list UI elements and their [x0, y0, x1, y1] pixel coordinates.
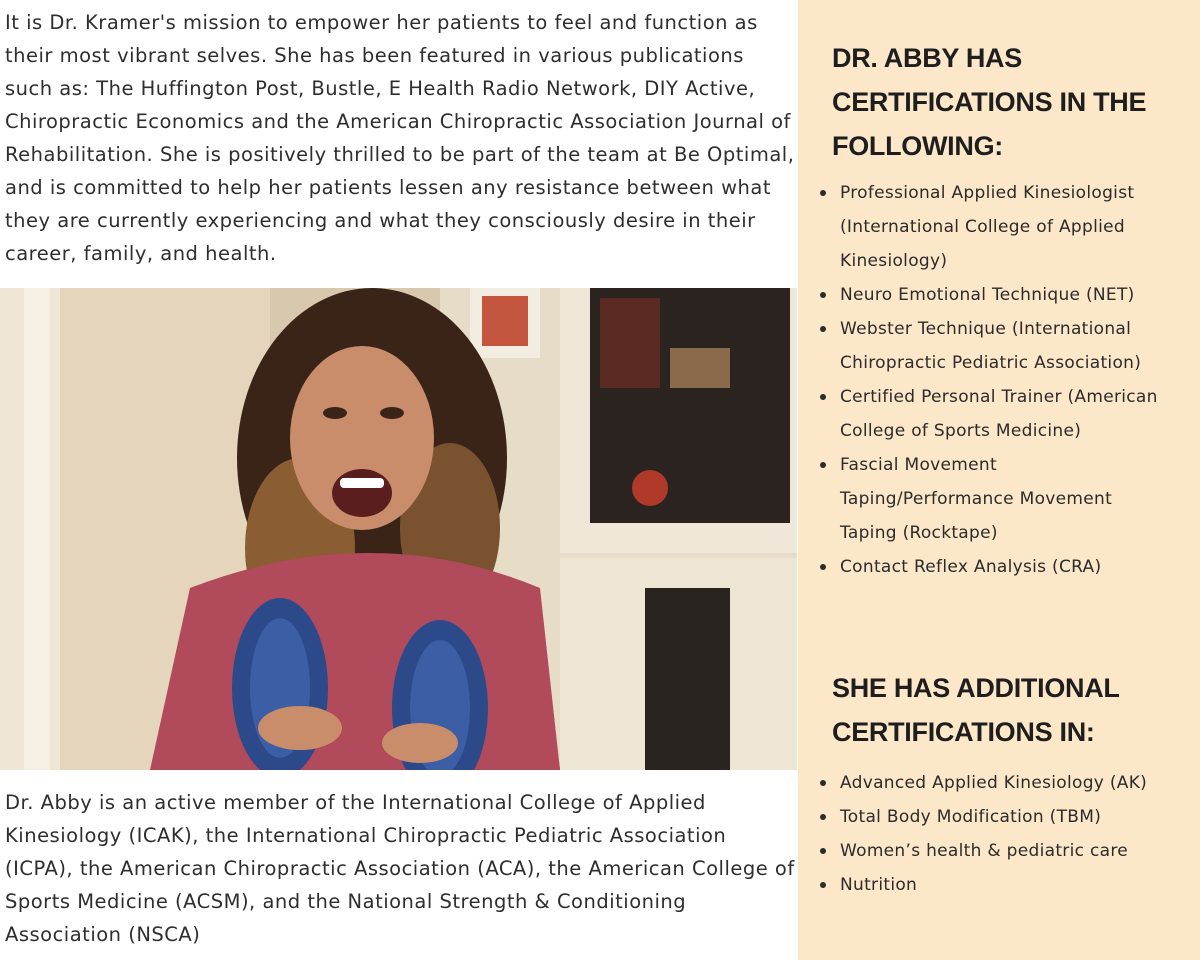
additional-certification-item: Advanced Applied Kinesiology (AK)	[840, 766, 1160, 800]
certification-item: Fascial Movement Taping/Performance Movement Taping (Rocktape)	[840, 448, 1160, 550]
certifications-heading: DR. ABBY HAS CERTIFICATIONS IN THE FOLLOWING:	[832, 43, 1147, 161]
certification-item: Webster Technique (International Chiropractic Pediatric Association)	[840, 312, 1160, 380]
additional-certifications-list	[798, 766, 1160, 902]
membership-paragraph: Dr. Abby is an active member of the International College of Applied Kinesiology (ICAK), the International Chiropractic Pediatric Association (ICPA), the American Chiropractic Association (ACA), the American College of Sports Medicine (ACSM), and the National Strength & Conditioning Association (NSCA)	[5, 791, 795, 946]
certifications-panel	[798, 0, 1200, 960]
additional-certification-item: Nutrition	[840, 868, 1160, 902]
portrait-photo	[0, 288, 797, 770]
certification-item: Contact Reflex Analysis (CRA)	[840, 550, 1160, 584]
additional-certifications-heading: SHE HAS ADDITIONAL CERTIFICATIONS IN:	[832, 673, 1120, 747]
intro-paragraph: It is Dr. Kramer's mission to empower her patients to feel and function as their most vibrant selves. She has been featured in various publications such as: The Huffington Post, Bustle, E Health Radio Network, DIY Active, Chiropractic Economics and the American Chiropractic Association Journal of Rehabilitation. She is positively thrilled to be part of the team at Be Optimal, and is committed to help her patients lessen any resistance between what they are currently experiencing and what they consciously desire in their career, family, and health.	[5, 11, 795, 265]
certifications-list	[798, 176, 1160, 584]
additional-certification-item: Women’s health & pediatric care	[840, 834, 1160, 868]
certification-item: Neuro Emotional Technique (NET)	[840, 278, 1160, 312]
portrait-illustration	[0, 288, 797, 770]
additional-certification-item: Total Body Modification (TBM)	[840, 800, 1160, 834]
certification-item: Professional Applied Kinesiologist (International College of Applied Kinesiology)	[840, 176, 1160, 278]
certification-item: Certified Personal Trainer (American College of Sports Medicine)	[840, 380, 1160, 448]
